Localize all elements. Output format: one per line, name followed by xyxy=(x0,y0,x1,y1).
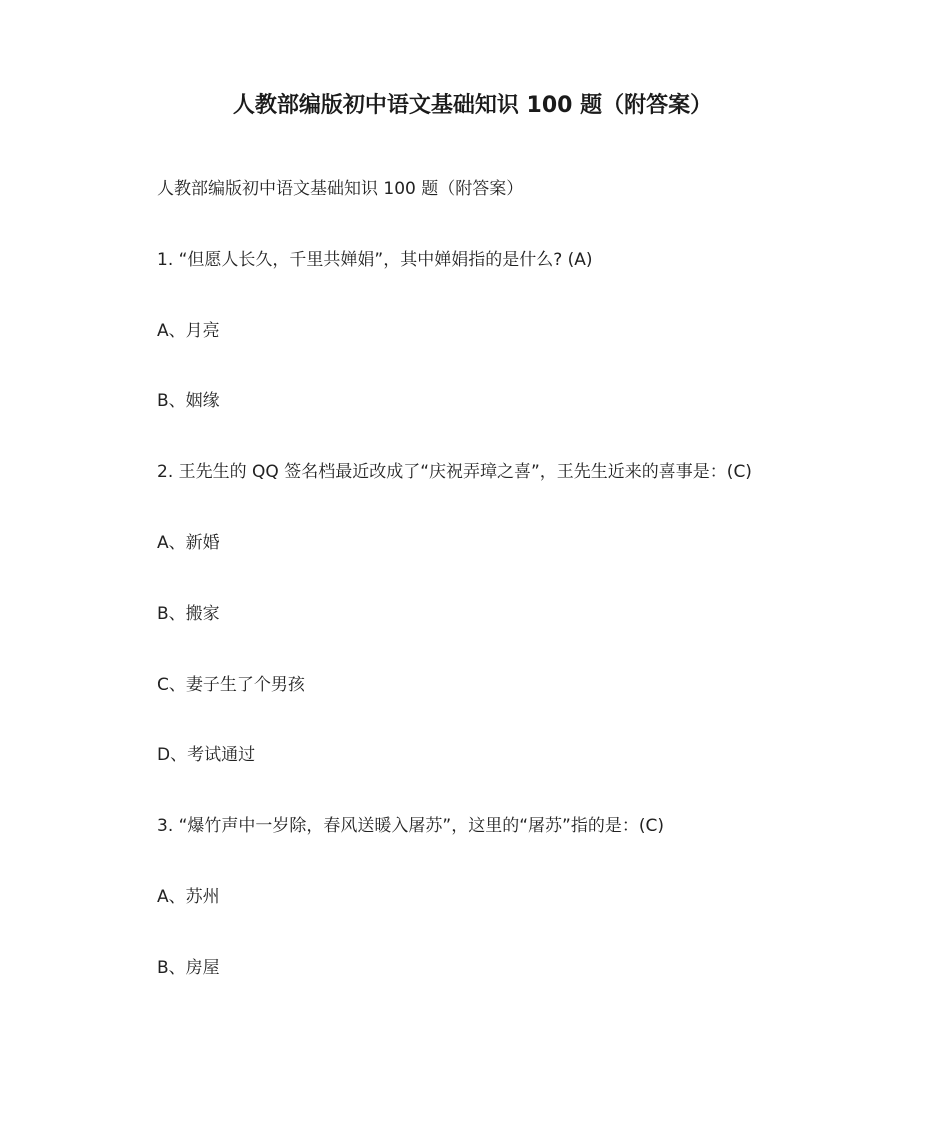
question-2-option-d: D、考试通过 xyxy=(157,745,256,766)
document-title: 人教部编版初中语文基础知识 100 题（附答案） xyxy=(232,93,713,118)
document-body xyxy=(157,177,917,1027)
question-1-option-a: A、月亮 xyxy=(157,320,220,341)
question-3: 3. “爆竹声中一岁除，春风送暖入屠苏”，这里的“屠苏”指的是：(C) xyxy=(157,816,664,837)
question-2: 2. 王先生的 QQ 签名档最近改成了“庆祝弄璋之喜”，王先生近来的喜事是：(C) xyxy=(157,462,752,483)
subtitle-line: 人教部编版初中语文基础知识 100 题（附答案） xyxy=(157,179,524,199)
question-2-option-c: C、妻子生了个男孩 xyxy=(157,674,305,695)
question-2-option-b: B、搬家 xyxy=(157,603,220,624)
question-1: 1. “但愿人长久，千里共婵娟”，其中婵娟指的是什么? (A) xyxy=(157,249,593,270)
question-3-option-b: B、房屋 xyxy=(157,957,220,978)
question-3-option-a: A、苏州 xyxy=(157,886,220,907)
question-2-option-a: A、新婚 xyxy=(157,532,220,553)
question-1-option-b: B、姻缘 xyxy=(157,391,220,412)
